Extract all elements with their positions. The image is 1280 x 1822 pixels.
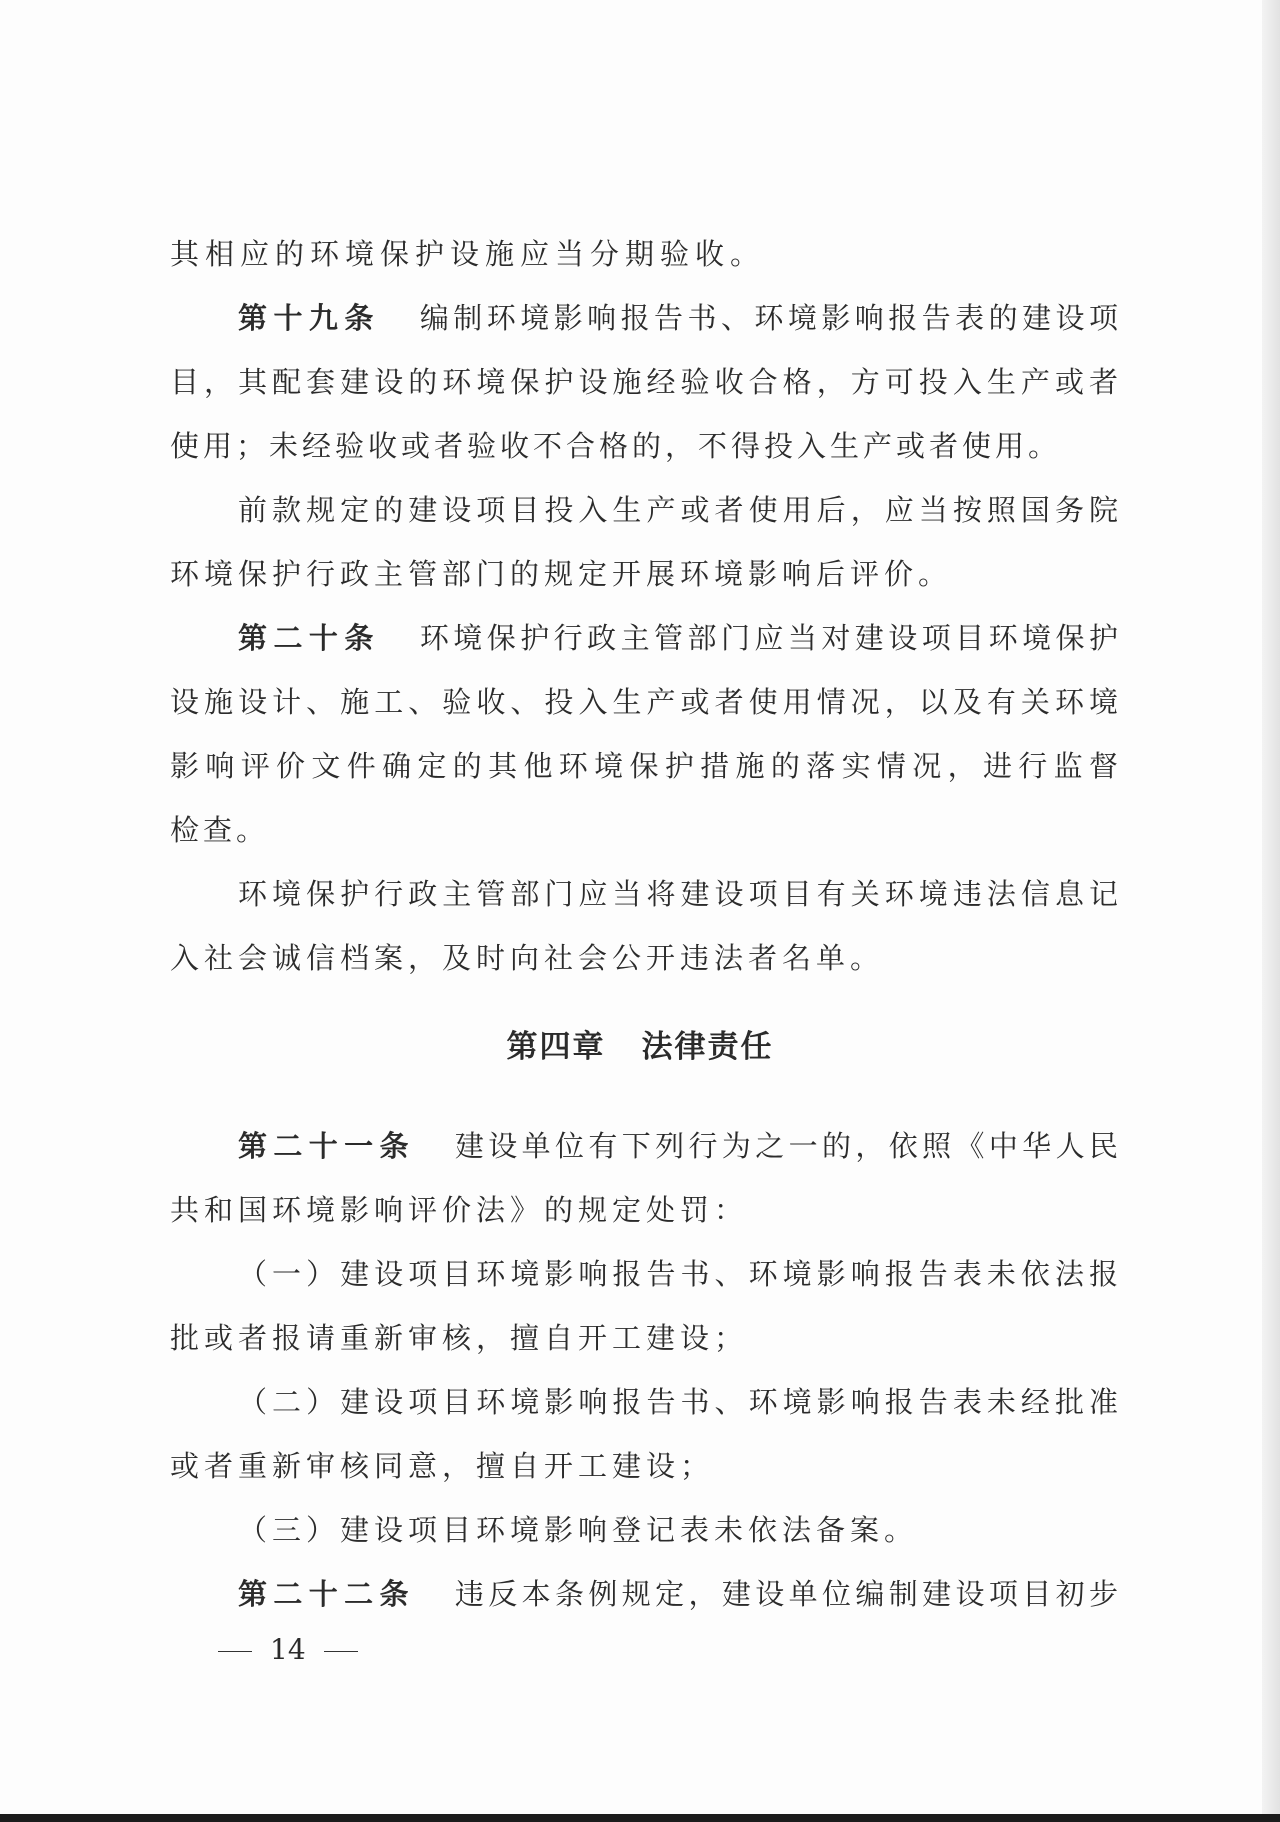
article-heading: 第二十一条 [238,1129,415,1163]
text-line: 入社会诚信档案，及时向社会公开违法者名单。 [170,941,885,975]
chapter-heading [0,1025,1280,1069]
text-line: 使用；未经验收或者验收不合格的，不得投入生产或者使用。 [170,429,1062,463]
article-text: 编制环境影响报告书、环境影响报告表的建设项 [419,301,1118,335]
article-20-line-1 [238,616,1118,660]
page-number-value: 14 [270,1633,306,1666]
text-line: 目，其配套建设的环境保护设施经验收合格，方可投入生产或者 [170,365,1118,399]
chapter-number: 第四章 [506,1029,606,1065]
list-item-1-line-2: 批或者报请重新审核，擅自开工建设； [170,1321,749,1355]
article-heading: 第二十二条 [238,1577,415,1611]
text-line: 环境保护行政主管部门应当将建设项目有关环境违法信息记 [238,877,1118,911]
text-line: 设施设计、施工、验收、投入生产或者使用情况，以及有关环境 [170,685,1118,719]
scan-border [0,1814,1280,1822]
article-21-line-1 [238,1124,1118,1168]
list-item-3: （三）建设项目环境影响登记表未依法备案。 [238,1513,919,1547]
text-line: 共和国环境影响评价法》的规定处罚： [170,1193,749,1227]
dash-right [324,1651,358,1652]
article-19-line-1 [238,296,1118,340]
page-edge-shadow [1262,0,1280,1822]
article-heading: 第十九条 [238,301,380,335]
chapter-title: 法律责任 [641,1029,774,1065]
text-line: 检查。 [170,813,270,847]
list-item-2-line-1: （二）建设项目环境影响报告书、环境影响报告表未经批准 [238,1385,1118,1419]
text-line: 影响评价文件确定的其他环境保护措施的落实情况，进行监督 [170,749,1118,783]
article-text: 建设单位有下列行为之一的，依照《中华人民 [454,1129,1118,1163]
article-text: 违反本条例规定，建设单位编制建设项目初步 [454,1577,1118,1611]
page-number [200,1630,376,1670]
article-22-line-1 [238,1572,1118,1616]
article-heading: 第二十条 [238,621,380,655]
list-item-2-line-2: 或者重新审核同意，擅自开工建设； [170,1449,715,1483]
text-line: 环境保护行政主管部门的规定开展环境影响后评价。 [170,557,953,591]
text-line: 其相应的环境保护设施应当分期验收。 [170,237,766,271]
dash-left [218,1651,252,1652]
list-item-1-line-1: （一）建设项目环境影响报告书、环境影响报告表未依法报 [238,1257,1118,1291]
text-line: 前款规定的建设项目投入生产或者使用后，应当按照国务院 [238,493,1118,527]
article-text: 环境保护行政主管部门应当对建设项目环境保护 [419,621,1118,655]
